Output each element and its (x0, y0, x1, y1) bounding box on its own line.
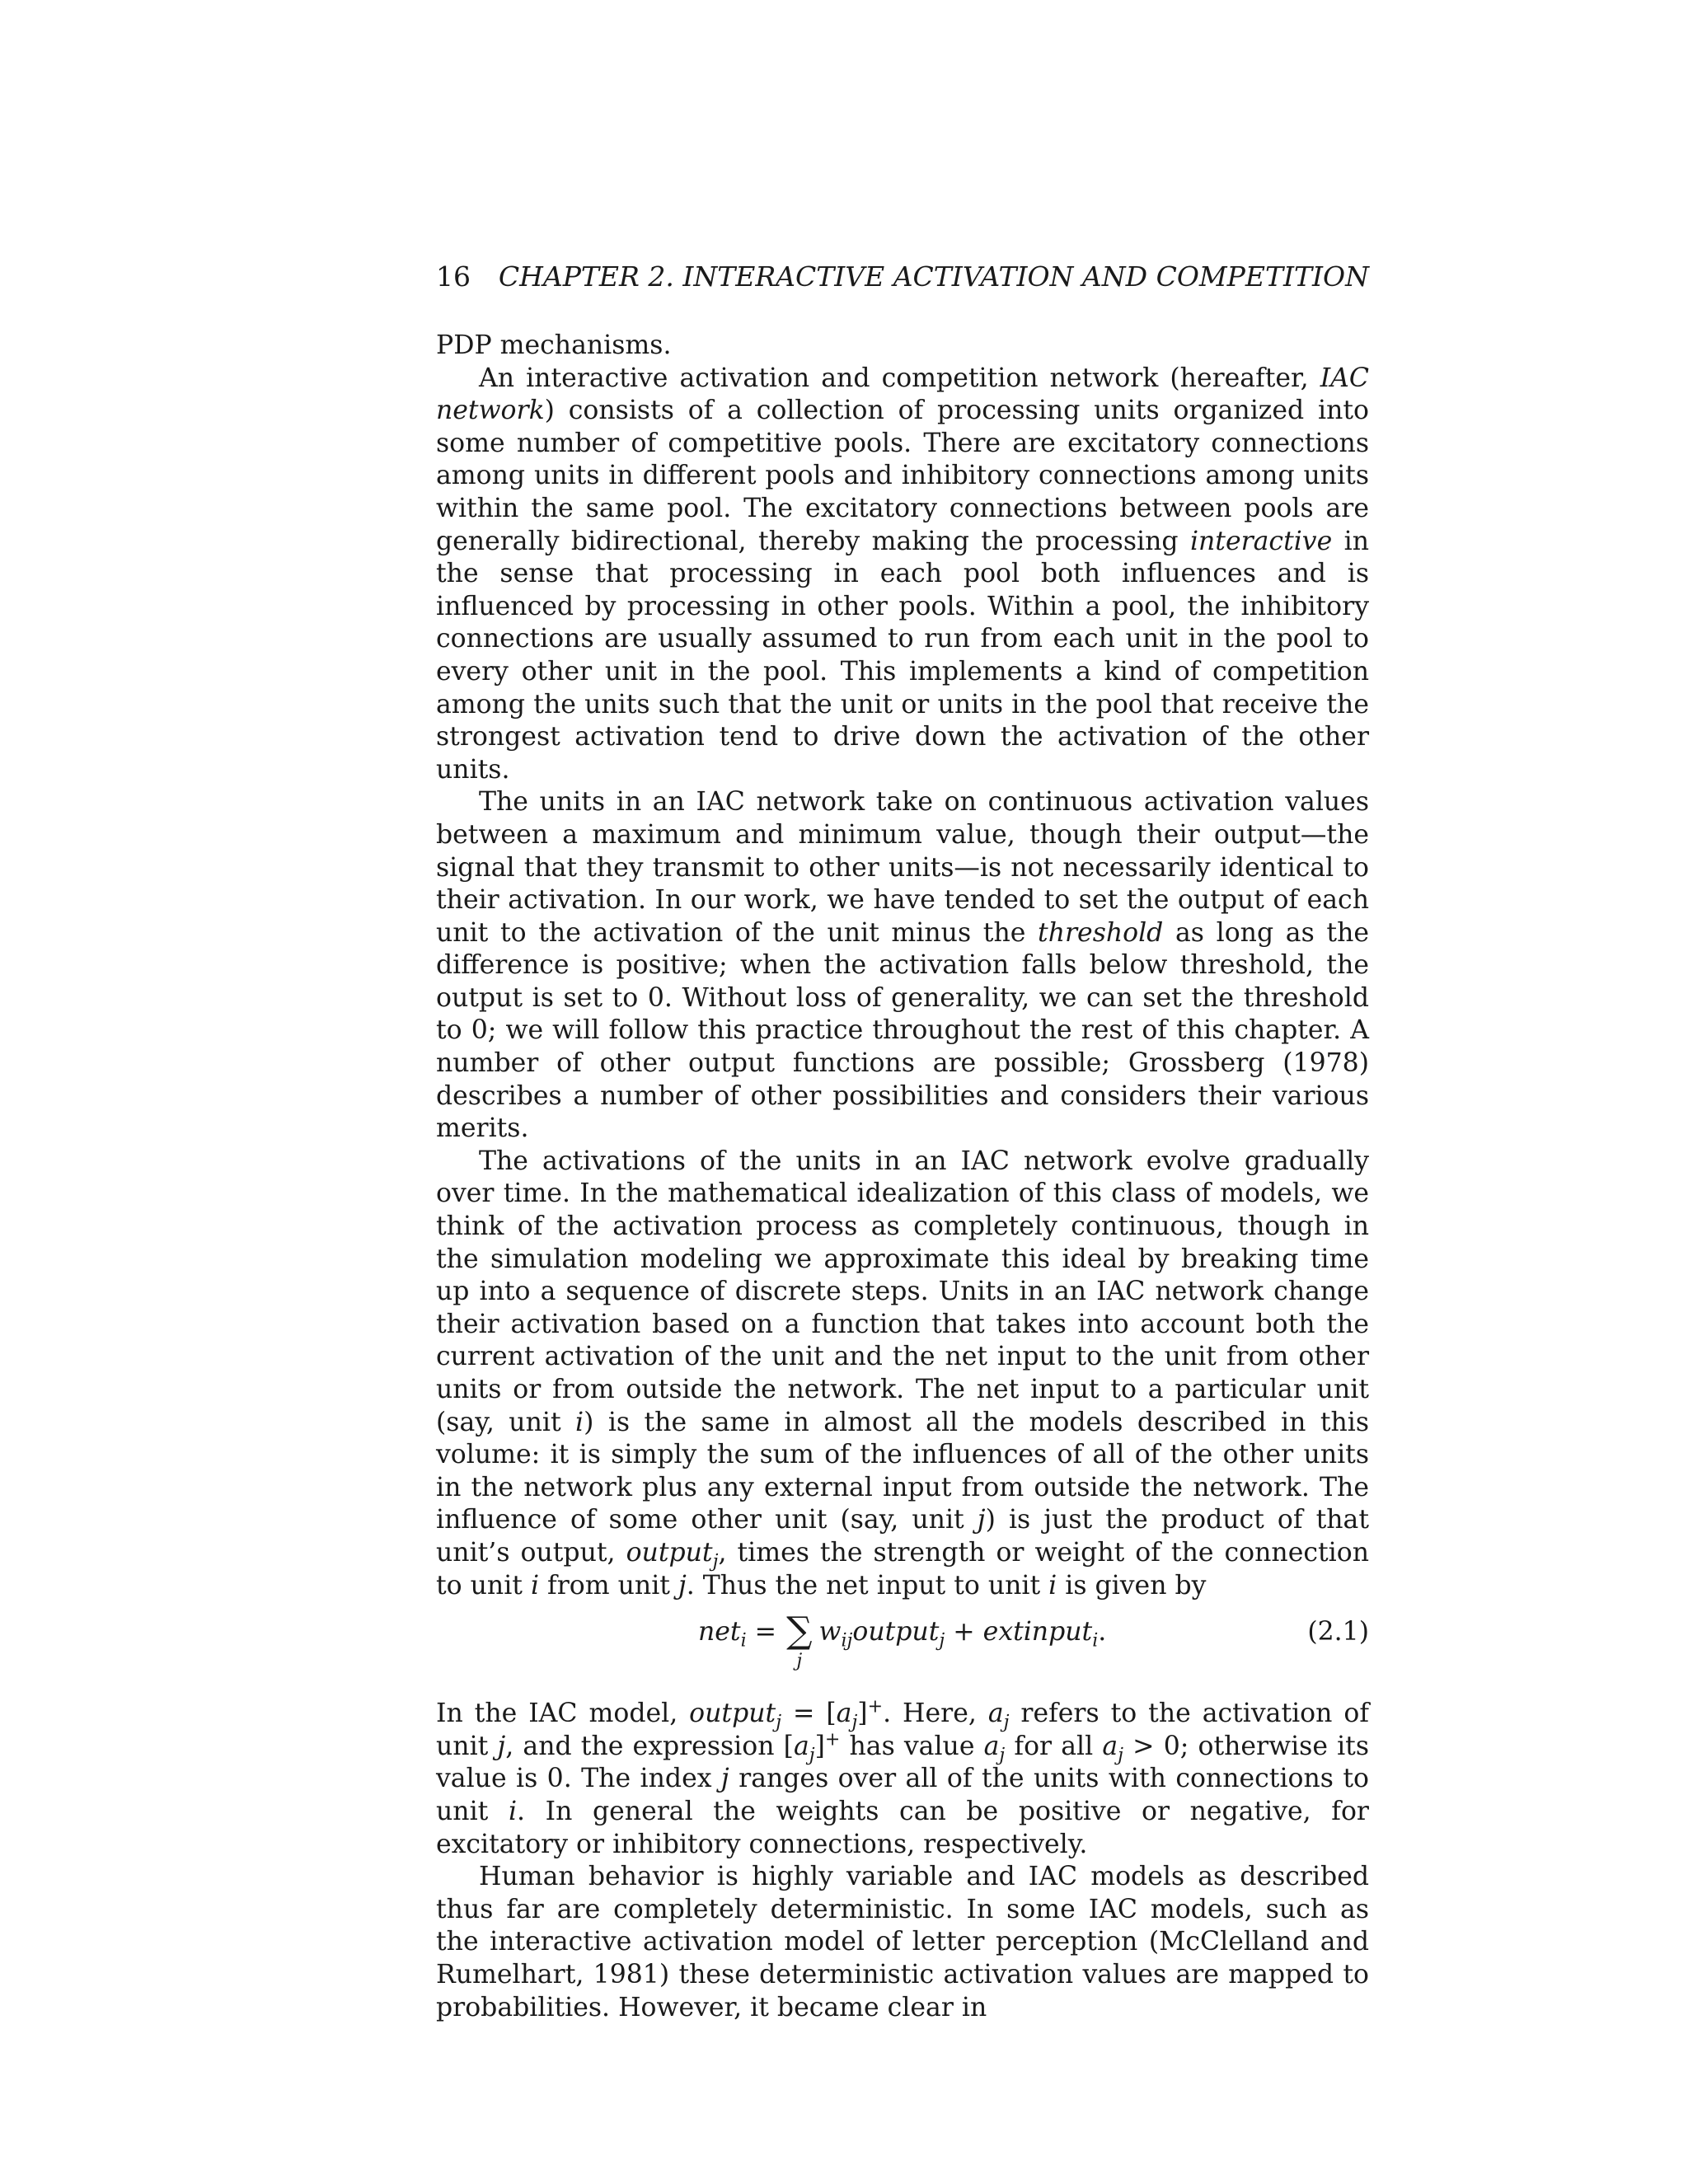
paragraph-stochasticity: Human behavior is highly variable and IAC models as described thus far are completely deterministic. In some IAC models, such as the interactive activation model of letter perception (McClelland and Rumelhart, 1981) these deterministic activation values are mapped to probabilities. However, it became clear in (436, 1862, 1369, 2022)
equation-number: (2.1) (1307, 1617, 1369, 1647)
equation-body: net$_i$ = ∑ j $w_{ij}output_j$ + extinput$_i$ . (698, 1610, 1107, 1672)
paragraph-activation-dynamics: The activations of the units in an IAC network evolve gradually over time. In the mathematical idealization of this class of models, we think of the activation process as completely continuous, though in the simulation modeling we approximate this ideal by breaking time up into a sequence of discrete steps. Units in an IAC network change their activation based on a function that takes into account both the current activation of the unit and the net input to the unit from other units or from outside the network. The net input to a particular unit (say, unit i) is the same in almost all the models described in this volume: it is simply the sum of the influences of all of the other units in the network plus any external input from outside the network. The influence of some other unit (say, unit j) is just the product of that unit’s output, output$_j$, times the strength or weight of the connection to unit i from unit j. Thus the net input to unit i is given by (436, 1146, 1370, 1601)
paragraph-unit-output: The units in an IAC network take on continuous activation values between a maximum and minimum value, though their output—the signal that they transmit to other units—is not necessarily identical to their activation. In our work, we have tended to set the output of each unit to the activation of the unit minus the threshold as long as the difference is positive; when the activation falls below threshold, the output is set to 0. Without loss of generality, we can set the threshold to 0; we will follow this practice throughout the rest of this chapter. A number of other output functions are possible; Grossberg (1978) describes a number of other possibilities and considers their various merits. (436, 787, 1370, 1144)
body-text (436, 330, 1369, 2024)
equation-2-1 (436, 1610, 1369, 1690)
running-header (436, 257, 1369, 297)
math-output-j: output$_j$ (626, 1537, 719, 1572)
summation (786, 1610, 813, 1672)
summation-sign: ∑ (786, 1610, 813, 1652)
paragraph-output-definition: In the IAC model, output$_j$ = $[a_j]^+$. Here, $a_j$ refers to the activation of unit j, and the expression $[a_j]^+$ has value $a_j$ for all $a_j > 0$; otherwise its value is 0. The index j ranges over all of the units with connections to unit i. In general the weights can be positive or negative, for excitatory or inhibitory connections, respectively. (436, 1696, 1370, 1859)
paragraph-continuation: PDP mechanisms. (436, 330, 672, 360)
paragraph-iac-network-definition: An interactive activation and competition network (hereafter, IAC network) consists of a collection of processing units organized into some number of competitive pools. There are excitatory connections among units in different pools and inhibitory connections among units within the same pool. The excitatory connections between pools are generally bidirectional, thereby making the processing interactive in the sense that processing in each pool both influences and is influenced by processing in other pools. Within a pool, the inhibitory connections are usually assumed to run from each unit in the pool to every other unit in the pool. This implements a kind of competition among the units such that the unit or units in the pool that receive the strongest activation tend to drive down the activation of the other units. (436, 363, 1369, 785)
term-interactive: interactive (1189, 526, 1333, 556)
term-iac-network: IAC network (436, 363, 1369, 426)
page-number: 16 (436, 260, 471, 293)
summation-index: j (796, 1651, 803, 1672)
chapter-title: CHAPTER 2. INTERACTIVE ACTIVATION AND COMPETITION (498, 260, 1369, 293)
term-threshold: threshold (1038, 917, 1164, 948)
document-page (436, 257, 1369, 2024)
